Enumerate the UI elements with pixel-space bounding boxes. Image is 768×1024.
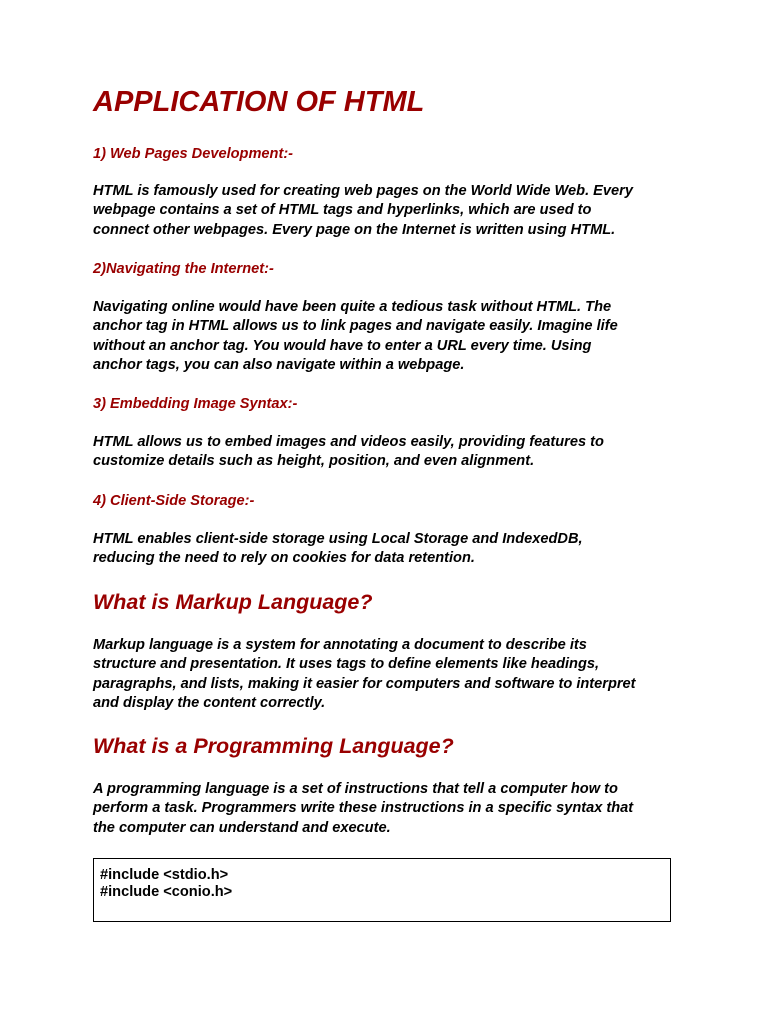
section-heading-navigating: 2)Navigating the Internet:-: [93, 261, 274, 277]
paragraph-line: and display the content correctly.: [93, 695, 326, 712]
programming-language-heading: What is a Programming Language?: [93, 734, 454, 758]
code-block: [93, 858, 671, 922]
paragraph-line: HTML enables client-side storage using Local Storage and IndexedDB,: [93, 531, 583, 547]
section-paragraph-web-pages: [93, 182, 678, 240]
section-paragraph-client-storage: [93, 530, 678, 569]
paragraph-line: the computer can understand and execute.: [93, 819, 391, 836]
section-paragraph-embedding: [93, 433, 678, 472]
paragraph-line: A programming language is a set of instructions that tell a computer how to: [93, 781, 618, 797]
section-heading-embedding: 3) Embedding Image Syntax:-: [93, 396, 298, 412]
markup-language-paragraph: [93, 636, 678, 714]
paragraph-line: anchor tags, you can also navigate within a webpage.: [93, 357, 465, 374]
paragraph-line: webpage contains a set of HTML tags and hyperlinks, which are used to: [93, 202, 592, 219]
paragraph-line: perform a task. Programmers write these instructions in a specific syntax that: [93, 800, 634, 817]
code-line: #include <conio.h>: [100, 884, 233, 900]
paragraph-line: Markup language is a system for annotating a document to describe its: [93, 637, 587, 653]
paragraph-line: Navigating online would have been quite a tedious task without HTML. The: [93, 299, 612, 315]
document-title: APPLICATION OF HTML: [93, 86, 425, 118]
paragraph-line: HTML allows us to embed images and videos easily, providing features to: [93, 434, 604, 450]
paragraph-line: HTML is famously used for creating web pages on the World Wide Web. Every: [93, 183, 633, 199]
markup-language-heading: What is Markup Language?: [93, 590, 373, 614]
paragraph-line: customize details such as height, position, and even alignment.: [93, 453, 535, 470]
code-line: #include <stdio.h>: [100, 867, 229, 883]
paragraph-line: structure and presentation. It uses tags to define elements like headings,: [93, 656, 600, 673]
section-paragraph-navigating: [93, 298, 678, 376]
paragraph-line: connect other webpages. Every page on the Internet is written using HTML.: [93, 221, 616, 238]
section-heading-web-pages: 1) Web Pages Development:-: [93, 146, 294, 162]
paragraph-line: paragraphs, and lists, making it easier for computers and software to interpret: [93, 675, 636, 692]
programming-language-paragraph: [93, 780, 678, 838]
section-heading-client-storage: 4) Client-Side Storage:-: [93, 493, 255, 509]
paragraph-line: anchor tag in HTML allows us to link pages and navigate easily. Imagine life: [93, 318, 618, 335]
paragraph-line: without an anchor tag. You would have to enter a URL every time. Using: [93, 337, 592, 354]
paragraph-line: reducing the need to rely on cookies for data retention.: [93, 550, 475, 567]
